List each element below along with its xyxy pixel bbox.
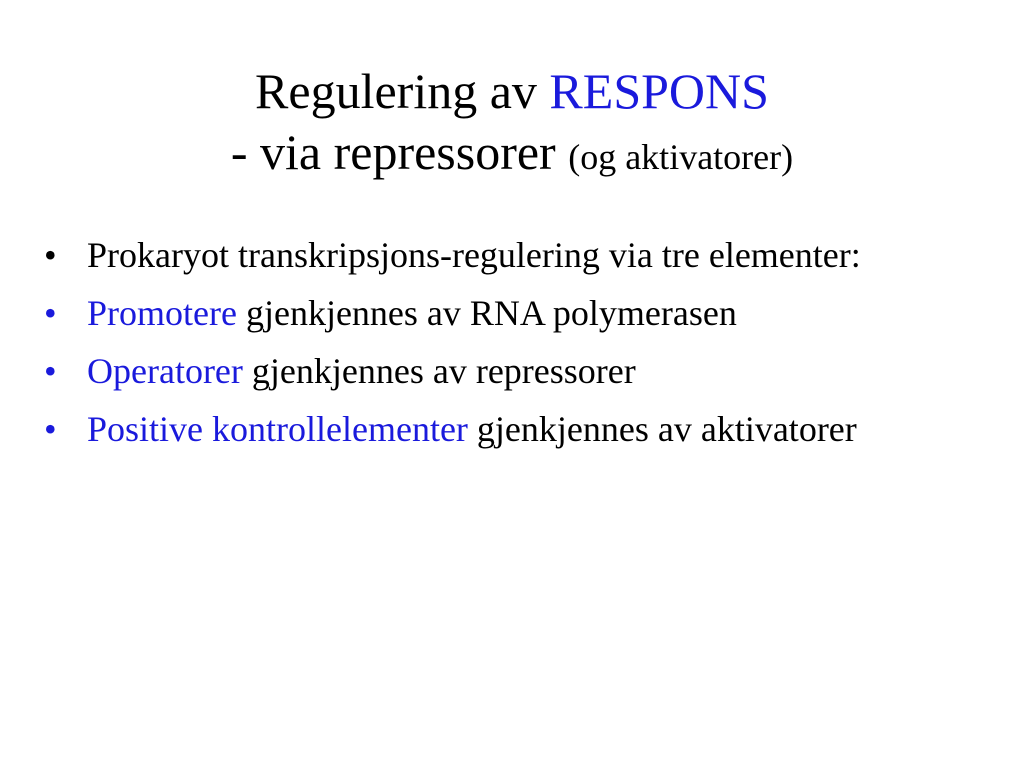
bullet-marker: • xyxy=(44,235,57,275)
bullet-marker: • xyxy=(44,293,57,333)
bullet-item-4 xyxy=(44,406,944,453)
bullet-item-2 xyxy=(44,290,944,337)
bullet-highlight: Operatorer xyxy=(87,351,243,391)
title-highlight: RESPONS xyxy=(549,63,769,119)
bullet-marker: • xyxy=(44,409,57,449)
title-line-2 xyxy=(0,124,1024,180)
title-prefix: Regulering av xyxy=(255,63,550,119)
bullet-text: gjenkjennes av repressorer xyxy=(242,351,636,391)
title-subtitle-note: (og aktivatorer) xyxy=(568,137,794,177)
bullet-item-1 xyxy=(44,232,944,279)
bullet-item-3 xyxy=(44,348,944,395)
bullet-text: gjenkjennes av aktivatorer xyxy=(467,409,857,449)
slide-title xyxy=(0,63,1024,180)
bullet-marker: • xyxy=(44,351,57,391)
bullet-highlight: Promotere xyxy=(87,293,237,333)
bullet-text: Prokaryot transkripsjons-regulering via tre elementer: xyxy=(87,235,861,275)
title-line-1 xyxy=(0,63,1024,121)
title-subtitle: - via repressorer xyxy=(230,124,569,180)
bullet-list xyxy=(44,232,944,464)
bullet-text: gjenkjennes av RNA polymerasen xyxy=(236,293,737,333)
bullet-highlight: Positive kontrollelementer xyxy=(87,409,468,449)
